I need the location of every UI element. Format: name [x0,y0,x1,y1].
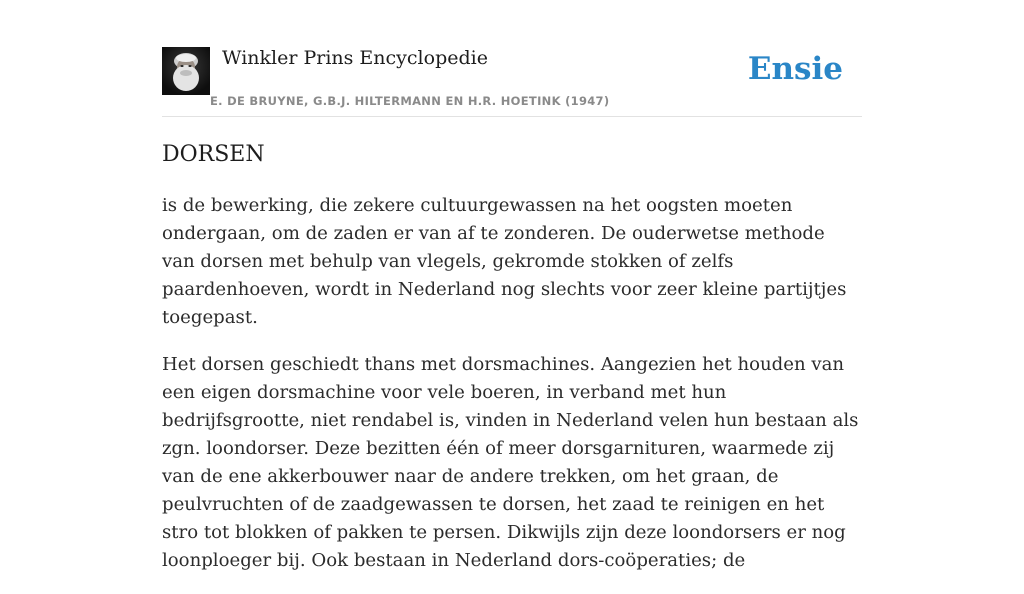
ensie-logo-link[interactable]: Ensie [747,51,843,87]
article-headword: DORSEN [162,142,265,167]
source-header [162,0,862,117]
portrait-image [162,47,210,95]
article-paragraph: Het dorsen geschiedt thans met dorsmachines. Aangezien het houden van een eigen dorsmachine voor vele boeren, in verband met hun bedrijfsgrootte, niet rendabel is, vinden in Nederland velen hun bestaan als zgn. loondorser. Deze bezitten één of meer dorsgarnituren, waarmede zij van de ene akkerbouwer naar de andere trekken, om het graan, de peulvruchten of de zaadgewassen te dorsen, het zaad te reinigen en het stro tot blokken of pakken te persen. Dikwijls zijn deze loondorsers er nog loonploeger bij. Ook bestaan in Nederland dors-coöperaties; de [162,354,859,571]
source-title[interactable]: Winkler Prins Encyclopedie [222,47,488,69]
article-body [162,192,862,594]
article-paragraph: is de bewerking, die zekere cultuurgewassen na het oogsten moeten ondergaan, om de zaden er van af te zonderen. De ouderwetse methode van dorsen met behulp van vlegels, gekromde stokken of zelfs paardenhoeven, wordt in Nederland nog slechts voor zeer kleine partijtjes toegepast. [162,195,847,328]
page [162,0,862,571]
source-authors: E. DE BRUYNE, G.B.J. HILTERMANN EN H.R. HOETINK (1947) [210,94,610,108]
author-portrait [162,47,210,95]
